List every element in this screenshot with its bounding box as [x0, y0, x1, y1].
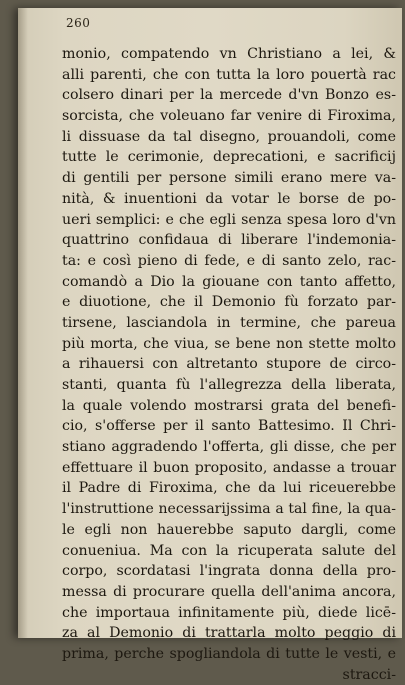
text-line: effettuare il buon proposito, andasse a trouar: [62, 459, 396, 476]
text-line: monio, compatendo vn Christiano a lei, &: [62, 46, 396, 62]
text-line: le egli non hauerebbe saputo dargli, come: [62, 521, 396, 538]
text-line: nità, & inuentioni da votar le borse de po-: [62, 190, 396, 207]
text-line: l'instruttione necessarijssima a tal fine, la qua-: [62, 501, 396, 518]
text-line: prima, perche spogliandola di tutte le vesti, e: [62, 645, 396, 662]
text-line: di gentili per persone simili erano mere va-: [62, 170, 396, 187]
text-line: tirsene, lasciandola in termine, che pareua: [62, 314, 396, 331]
text-line: la quale volendo mostrarsi grata del benefi-: [62, 397, 396, 414]
text-line: messa di procurare quella dell'anima ancora,: [62, 583, 396, 600]
text-line: più morta, che viua, se bene non stette molto: [62, 335, 396, 352]
text-line: za al Demonio di trattarla molto peggio di: [62, 625, 396, 642]
text-line: li dissuase da tal disegno, prouandoli, come: [62, 128, 396, 145]
body-text: [62, 44, 396, 685]
text-line: sorcista, che voleuano far venire di Firoxima,: [62, 108, 396, 125]
text-line: ueri semplici: e che egli senza spesa loro d'vn: [62, 211, 396, 228]
text-line: il Padre di Firoxima, che da lui riceuerebbe: [62, 480, 396, 497]
text-line: conueniua. Ma con la ricuperata salute del: [62, 542, 396, 559]
text-line: a rihauersi con altretanto stupore de circo-: [62, 356, 396, 373]
text-line: quattrino confidaua di liberare l'indemonia-: [62, 232, 396, 249]
text-line: alli parenti, che con tutta la loro pouertà rac: [62, 66, 396, 83]
text-line: colsero dinari per la mercede d'vn Bonzo es-: [62, 87, 396, 104]
text-line: che importaua infinitamente più, diede licē-: [62, 604, 396, 621]
text-line: corpo, scordatasi l'ingrata donna della pro-: [62, 563, 396, 580]
text-line: stiano aggradendo l'offerta, gli disse, che per: [62, 439, 396, 456]
text-line: tutte le cerimonie, deprecationi, e sacrificij: [62, 149, 396, 166]
text-line: comandò a Dio la giouane con tanto affetto,: [62, 273, 396, 290]
text-line: e diuotione, che il Demonio fù forzato par-: [62, 294, 396, 311]
text-line: ta: e così pieno di fede, e di santo zelo, rac-: [62, 252, 396, 269]
page-number: 260: [66, 16, 91, 30]
book-page: [18, 8, 402, 683]
text-line: stanti, quanta fù l'allegrezza della liberata,: [62, 377, 396, 393]
catchword: stracci-: [342, 666, 396, 683]
text-line: cio, s'offerse per il santo Battesimo. Il Chri-: [62, 418, 396, 435]
